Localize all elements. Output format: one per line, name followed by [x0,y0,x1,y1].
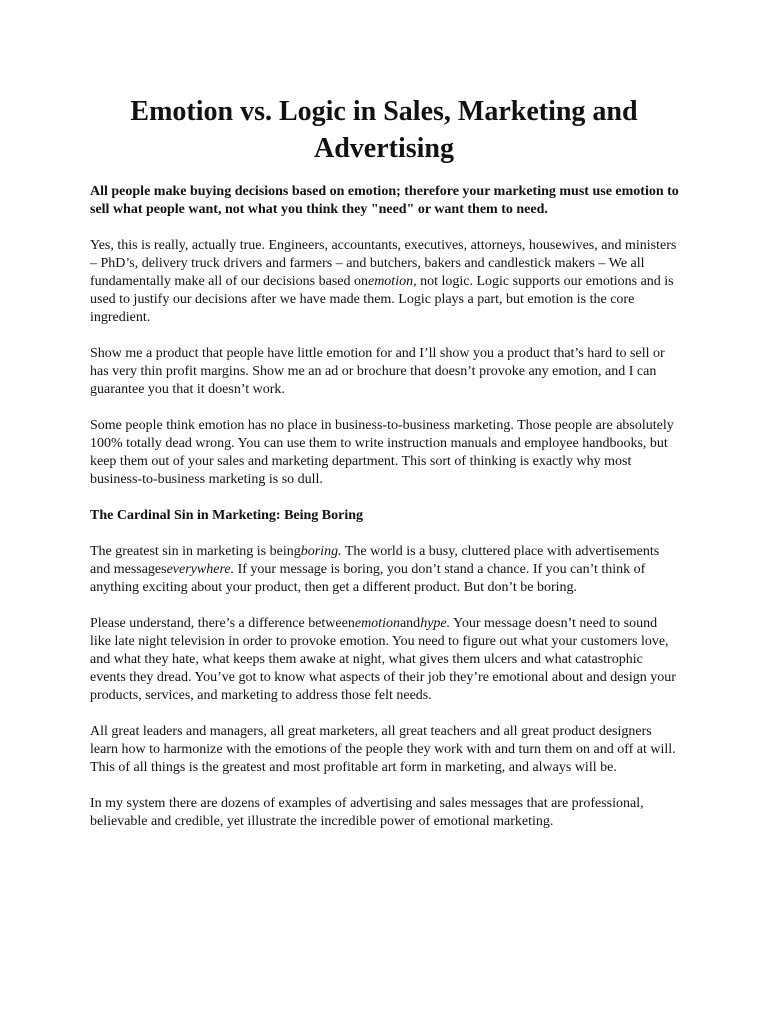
emphasis-boring: boring. [300,544,342,559]
document-body [90,183,680,849]
paragraph-4-text-c: If your message is boring, you don’t stand a chance. If you can’t think of anything exciting about your product, then get a different product. But don’t be boring. [90,562,646,595]
paragraph-3: Some people think emotion has no place in business-to-business marketing. Those people are absolutely 100% totally dead wrong. You can use them to write instruction manuals and employee handbooks, but keep them out of your sales and marketing department. This sort of thinking is exactly why most business-to-business marketing is so dull. [90,418,674,487]
section-heading: The Cardinal Sin in Marketing: Being Boring [90,508,364,523]
paragraph-2: Show me a product that people have little emotion for and I’ll show you a product that’s hard to sell or has very thin profit margins. Show me an ad or brochure that doesn’t provoke any emotion, and I can guarantee you that it doesn’t work. [90,346,665,397]
paragraph-5-text-a: Please understand, there’s a difference between [90,616,355,631]
paragraph-4-text-b: The world is a busy, cluttered place with advertisements and messages [90,544,660,577]
paragraph-5-text-b: and [399,616,421,631]
paragraph-4-text-a: The greatest sin in marketing is being [90,544,301,559]
paragraph-5-text-c: Your message doesn’t need to sound like late night television in order to provoke emotion. You need to figure out what your customers love, and what they hate, what keeps them awake at night, what gives them ulcers and what catastrophic events they dread. You’ve got to know what aspects of their job they’re emotional about and design your products, services, and marketing to address those felt needs. [90,616,676,703]
paragraph-7: In my system there are dozens of examples of advertising and sales messages that are professional, believable and credible, yet illustrate the incredible power of emotional marketing. [90,796,644,829]
page-title: Emotion vs. Logic in Sales, Marketing and Advertising [130,96,638,164]
paragraph-4 [90,543,680,597]
paragraph-6: All great leaders and managers, all great marketers, all great teachers and all great product designers learn how to harmonize with the emotions of the people they work with and turn them on and off at will. This of all things is the greatest and most profitable art form in marketing, and always will be. [90,724,676,775]
paragraph-1-text-a: Yes, this is really, actually true. Engineers, accountants, executives, attorneys, housewives, and ministers – PhD’s, delivery truck drivers and farmers – and butchers, bakers and candlestick makers – We all fundamentally make all of our decisions based on [90,238,677,289]
emphasis-hype: hype. [420,616,451,631]
emphasis-emotion: emotion, [367,274,417,289]
emphasis-everywhere: everywhere. [166,562,235,577]
paragraph-1-text-b: not logic. Logic supports our emotions and is used to justify our decisions after we have made them. Logic plays a part, but emotion is the core ingredient. [90,274,674,325]
paragraph-5 [90,615,680,705]
emphasis-emotion-2: emotion [354,616,400,631]
paragraph-1 [90,237,680,327]
lead-paragraph: All people make buying decisions based on emotion; therefore your marketing must use emotion to sell what people want, not what you think they "need" or want them to need. [90,184,679,217]
